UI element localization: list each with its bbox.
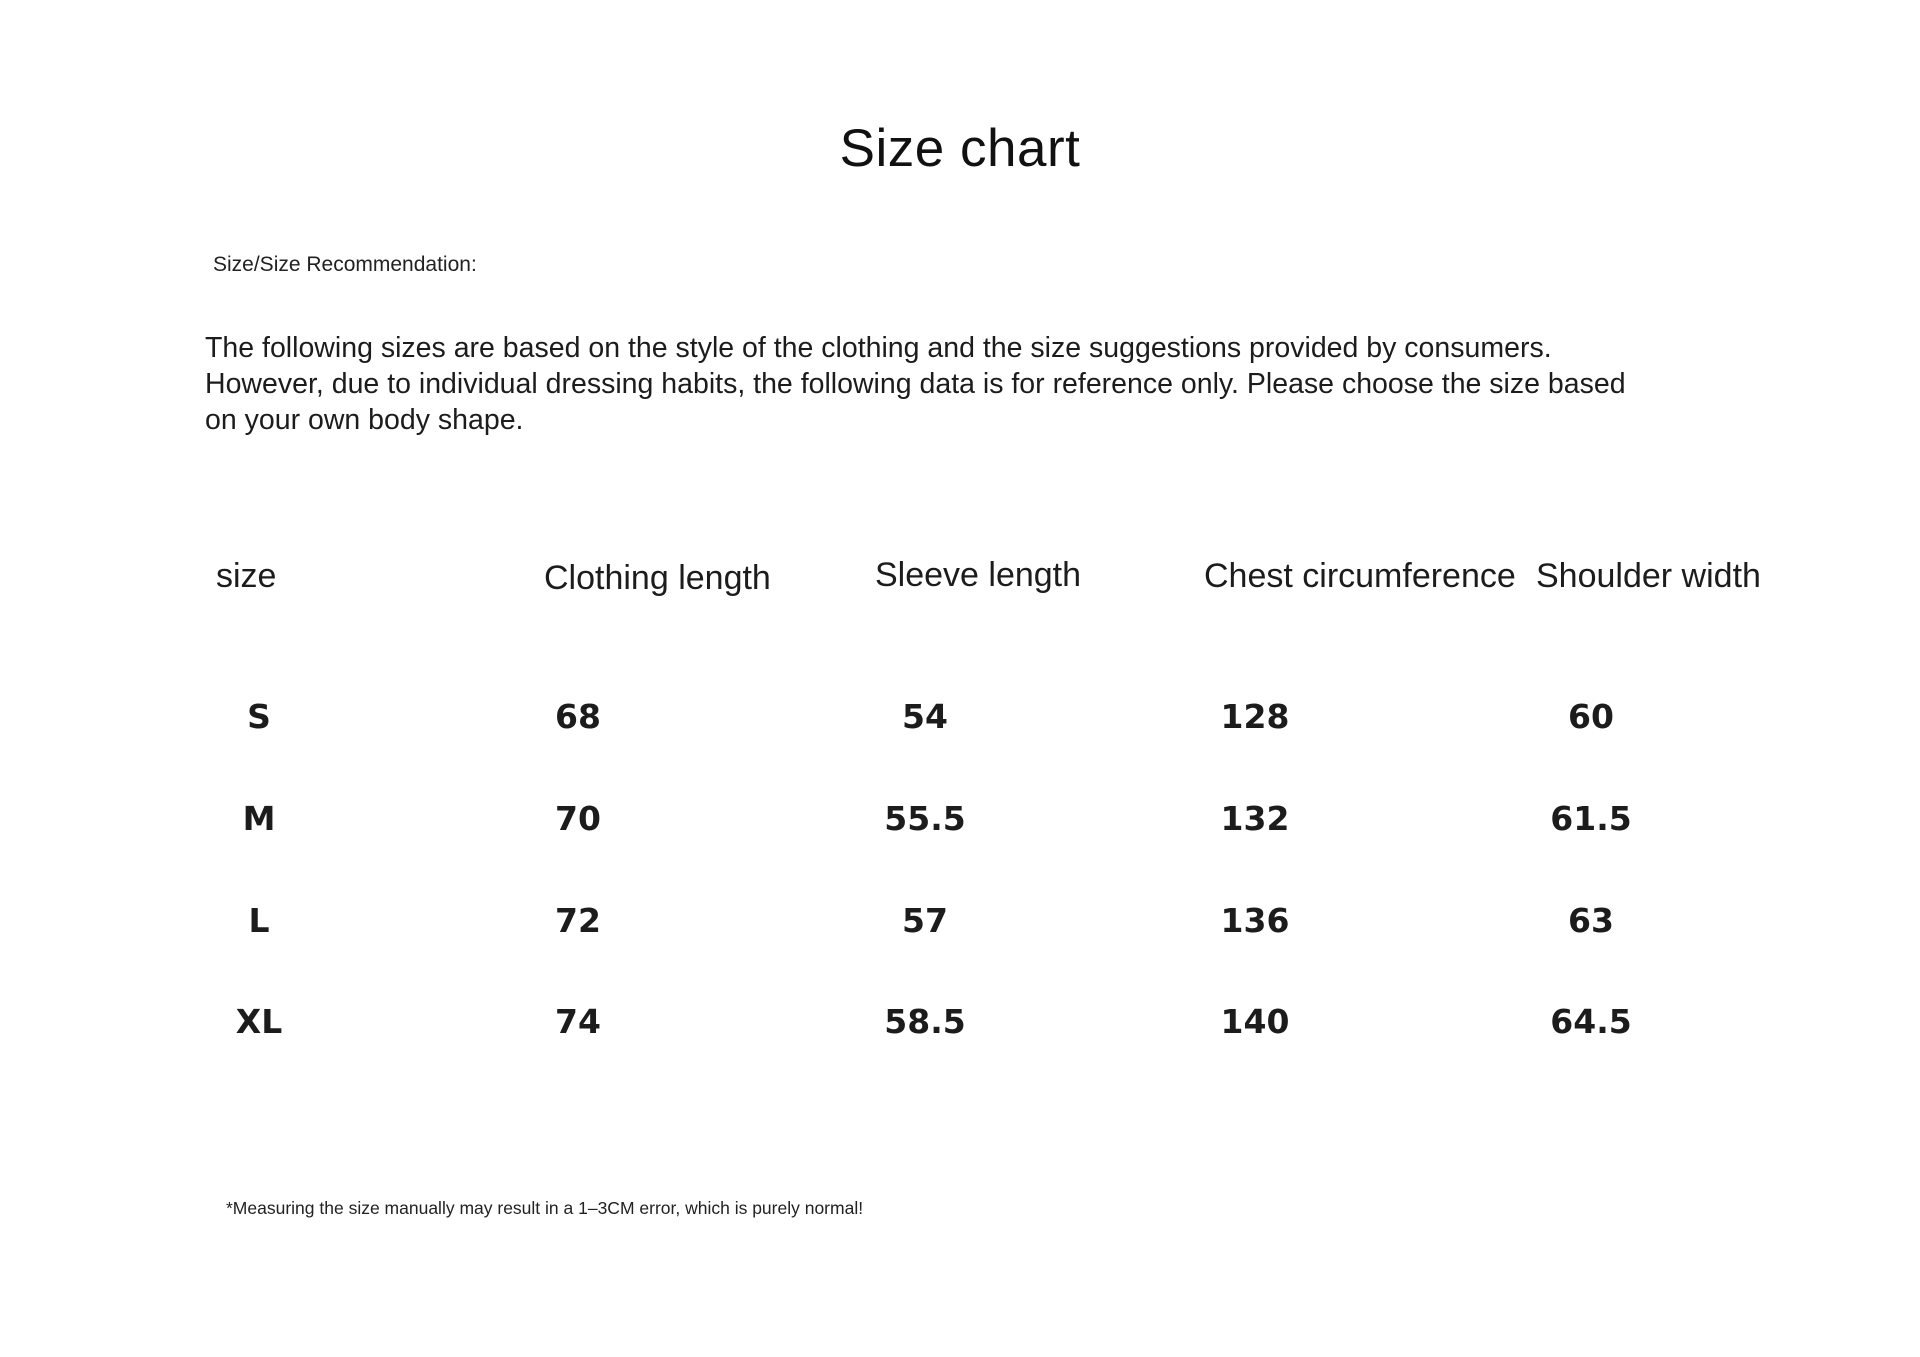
table-cell-size: XL [235,1002,283,1041]
header-chest-circumference: Chest circumference [1204,557,1516,595]
header-shoulder-width: Shoulder width [1536,557,1761,595]
header-size: size [216,557,277,595]
header-clothing-length: Clothing length [544,559,771,597]
table-cell: 128 [1220,697,1290,736]
page-title: Size chart [839,119,1081,178]
table-cell: 64.5 [1550,1002,1632,1041]
header-sleeve-length: Sleeve length [875,556,1082,594]
table-cell: 63 [1568,901,1614,940]
recommendation-label: Size/Size Recommendation: [213,253,477,276]
table-cell: 57 [902,901,948,940]
table-cell: 136 [1220,901,1290,940]
table-cell: 60 [1568,697,1614,736]
table-cell: 54 [902,697,948,736]
table-cell: 68 [555,697,601,736]
table-cell: 140 [1220,1002,1290,1041]
intro-line: However, due to individual dressing habits, the following data is for reference only. Please choose the size based [205,368,1626,400]
table-cell: 74 [555,1002,601,1041]
table-cell: 55.5 [884,799,966,838]
table-cell-size: M [242,799,276,838]
table-cell-size: S [247,697,271,736]
intro-line: on your own body shape. [205,404,524,436]
footnote: *Measuring the size manually may result in a 1–3CM error, which is purely normal! [226,1198,864,1218]
table-cell: 132 [1220,799,1290,838]
table-cell-size: L [248,901,270,940]
intro-line: The following sizes are based on the style of the clothing and the size suggestions provided by consumers. [205,332,1552,364]
table-cell: 58.5 [884,1002,966,1041]
table-cell: 70 [555,799,601,838]
table-cell: 61.5 [1550,799,1632,838]
table-cell: 72 [555,901,601,940]
